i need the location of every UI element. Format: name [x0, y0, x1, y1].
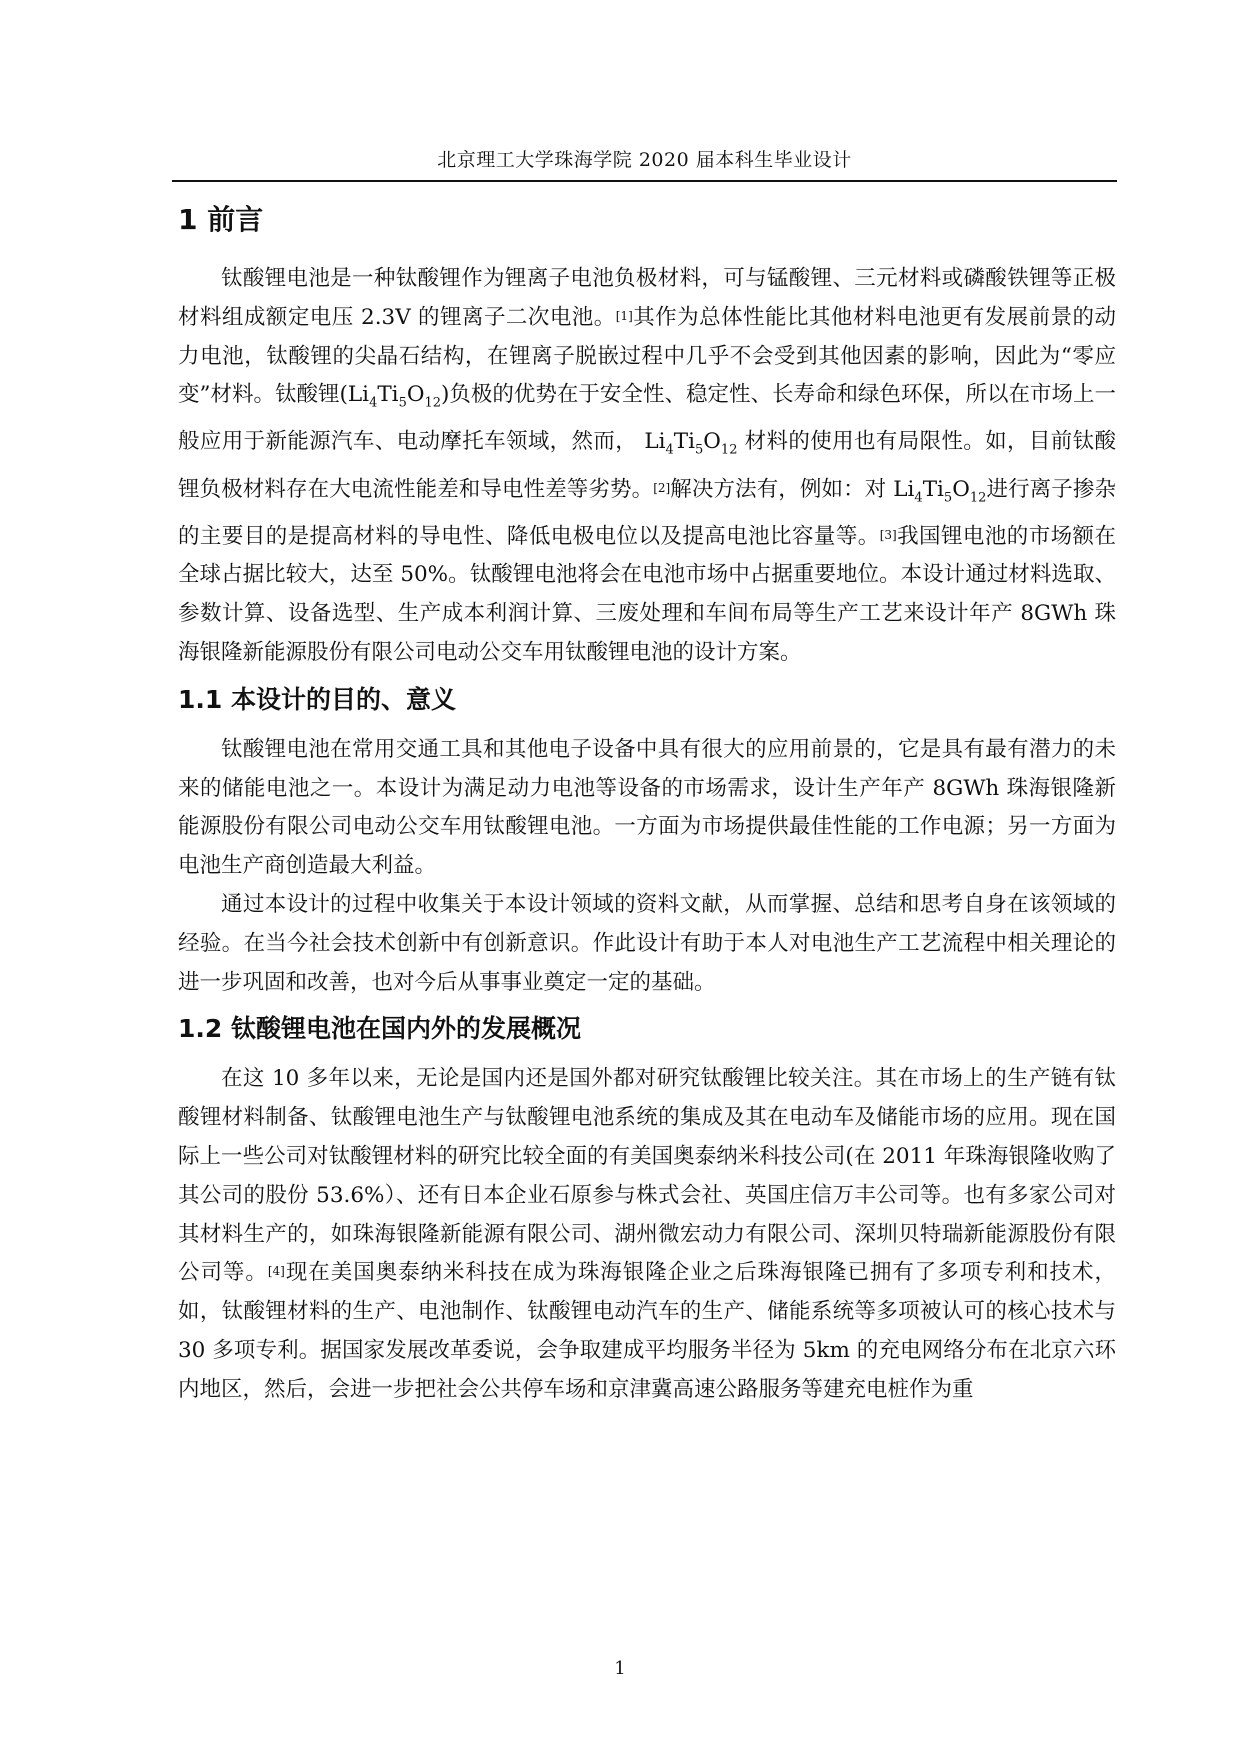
citation-3: [3] [879, 527, 897, 542]
header-rule [172, 180, 1117, 182]
section-1-2-text-a: 在这 10 多年以来，无论是国内还是国外都对研究钛酸锂比较关注。其在市场上的生产链有钛酸锂材料制备、钛酸锂电池生产与钛酸锂电池系统的集成及其在电动车及储能市场的应用。现在国际上一些公司对钛酸锂材料的研究比较全面的有美国奥泰纳米科技公司(在 2011 年珠海银隆收购了其公司的股份 53.6%）、还有日本企业石原参与株式会社、英国庄信万丰公司等。也有多家公司对其材料生产的，如珠海银隆新能源有限公司、湖州微宏动力有限公司、深圳贝特瑞新能源股份有限公司等。 [178, 1066, 1116, 1286]
page-header: 北京理工大学珠海学院 2020 届本科生毕业设计 [437, 149, 852, 171]
intro-text-a: 钛酸锂电池是一种钛酸锂作为锂离子电池负极材料，可与锰酸锂、三元材料或磷酸铁锂等正极材料组成额定电压 2.3V 的锂离子二次电池。 [178, 266, 1116, 330]
section-title-1-1: 1.1 本设计的目的、意义 [178, 684, 456, 714]
section-title-1-2: 1.2 钛酸锂电池在国内外的发展概况 [178, 1014, 581, 1044]
intro-text-e: 解决方法有，例如：对 [670, 476, 894, 502]
intro-text-c: )负极的优势在于安全性、稳定性、长寿命和绿色环保，所以在市场上一般应用于新能源汽车、电动摩托车领域，然而， [178, 382, 1116, 455]
citation-4: [4] [267, 1264, 285, 1279]
chemical-formula: $Li_4Ti_5O_{12}$ [893, 476, 987, 505]
section-1-1-paragraph-2: 通过本设计的过程中收集关于本设计领域的资料文献，从而掌握、总结和思考自身在该领域的经验。在当今社会技术创新中有创新意识。作此设计有助于本人对电池生产工艺流程中相关理论的进一步巩固和改善，也对今后从事事业奠定一定的基础。 [178, 892, 1116, 995]
intro-text-d: 材料的使用也有局限性。如，目前钛酸锂负极材料存在大电流性能差和导电性差等劣势。 [178, 429, 1116, 502]
section-1-2-paragraph-1 [178, 1060, 1116, 1409]
chemical-formula: $Li_4Ti_5O_{12}$ [644, 429, 738, 458]
section-1-1-paragraph-1: 钛酸锂电池在常用交通工具和其他电子设备中具有很大的应用前景的，它是具有最有潜力的未来的储能电池之一。本设计为满足动力电池等设备的市场需求，设计生产年产 8GWh 珠海银隆新能源股份有限公司电动公交车用钛酸锂电池。一方面为市场提供最佳性能的工作电源；另一方面为电池生产商创造最大利益。 [178, 736, 1116, 879]
citation-1: [1] [615, 308, 633, 323]
section-1-2-text-b: 现在美国奥泰纳米科技在成为珠海银隆企业之后珠海银隆已拥有了多项专利和技术，如，钛酸锂材料的生产、电池制作、钛酸锂电动汽车的生产、储能系统等多项被认可的核心技术与 30 多项专利。据国家发展改革委说，会争取建成平均服务半径为 5km 的充电网络分布在北京六环内地区，然后，会进一步把社会公共停车场和京津冀高速公路服务等建充电桩作为重 [178, 1260, 1116, 1402]
page-number: 1 [614, 1658, 626, 1679]
intro-text-b: 其作为总体性能比其他材料电池更有发展前景的动力电池，钛酸锂的尖晶石结构，在锂离子脱嵌过程中几乎不会受到其他因素的影响，因此为“零应变”材料。钛酸锂( [178, 304, 1116, 408]
page-content [178, 196, 1116, 1410]
chemical-formula: $Li_4Ti_5O_{12}$ [347, 382, 442, 411]
intro-paragraph [178, 260, 1116, 673]
citation-2: [2] [653, 480, 671, 495]
chapter-title: 1 前言 [178, 203, 264, 236]
intro-text-f: 进行离子掺杂的主要目的是提高材料的导电性、降低电极电位以及提高电池比容量等。 [178, 476, 1116, 549]
intro-text-g: 我国锂电池的市场额在全球占据比较大，达至 50%。钛酸锂电池将会在电池市场中占据重要地位。本设计通过材料选取、参数计算、设备选型、生产成本利润计算、三废处理和车间布局等生产工艺来设计年产 8GWh 珠海银隆新能源股份有限公司电动公交车用钛酸锂电池的设计方案。 [178, 523, 1116, 666]
